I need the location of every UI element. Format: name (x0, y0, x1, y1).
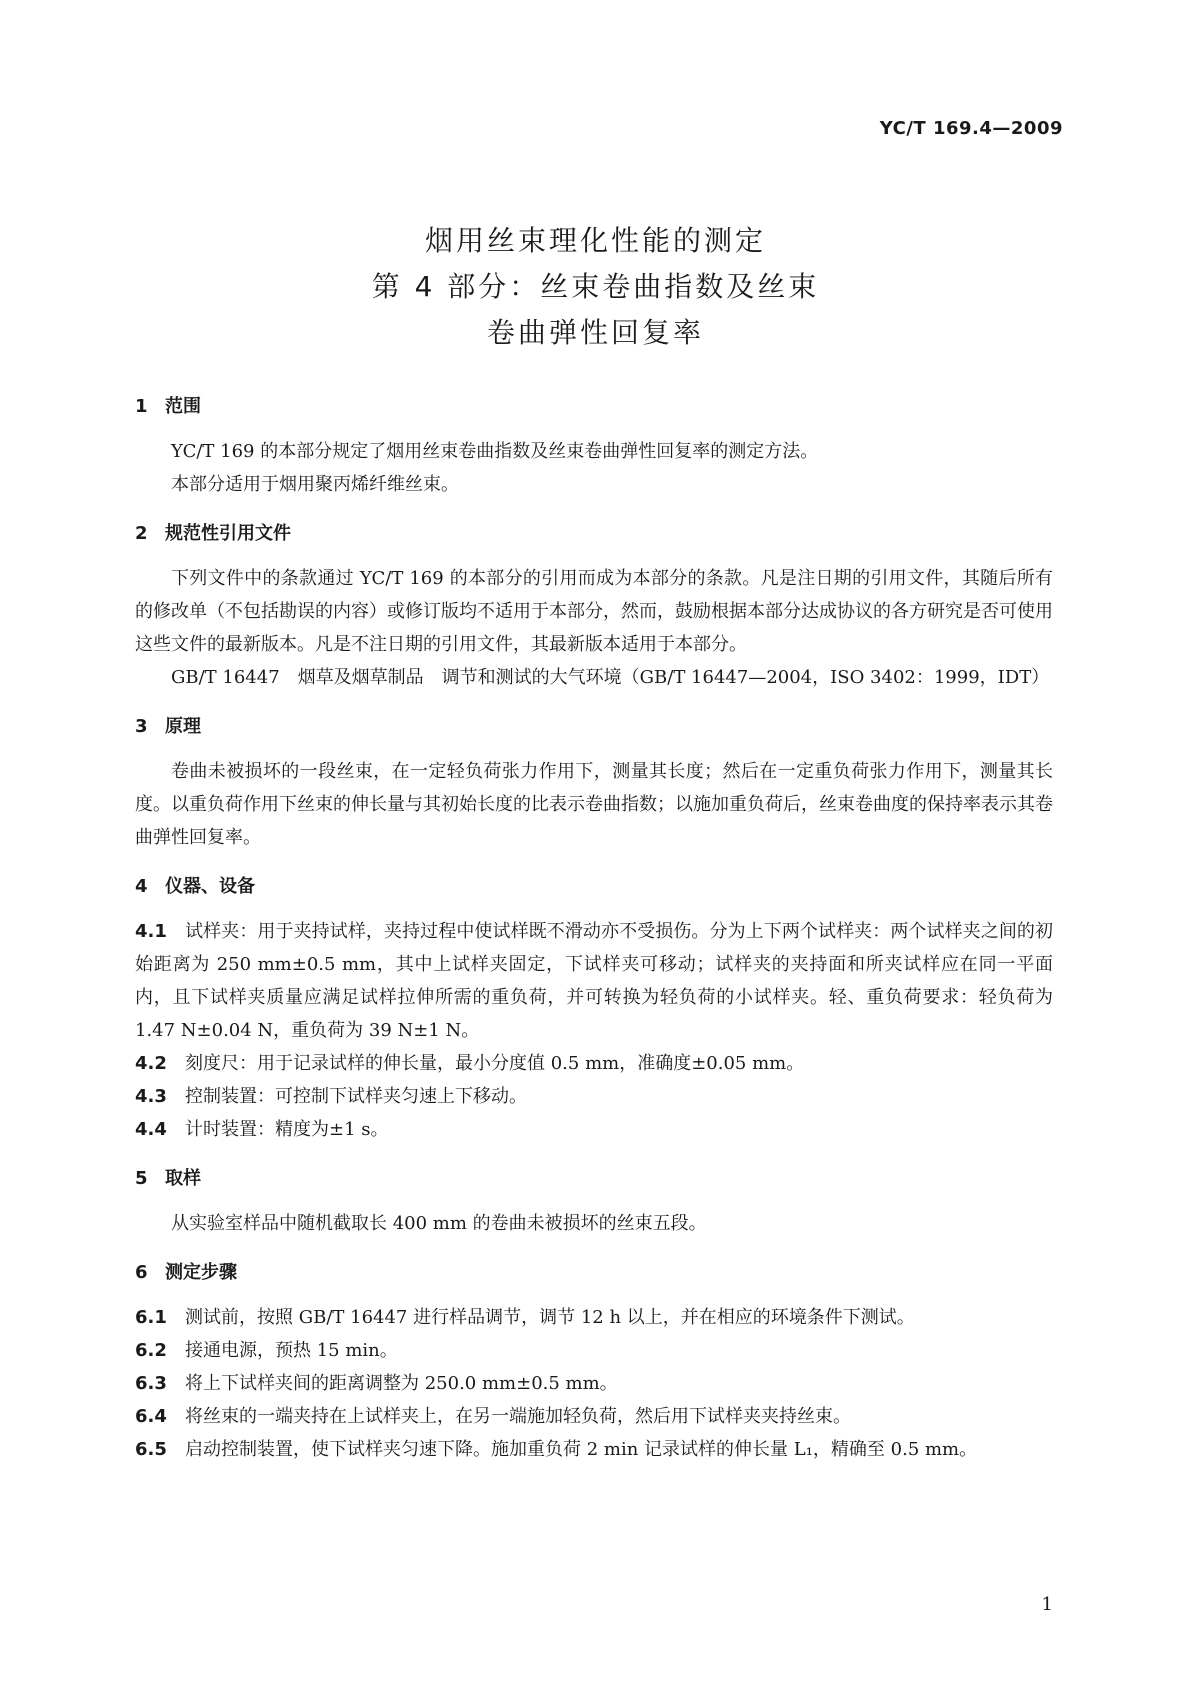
clause-number: 4.2 (135, 1053, 167, 1074)
section-title: 取样 (165, 1168, 201, 1189)
section-number: 6 (135, 1262, 148, 1283)
clause-6-5 (135, 1433, 1053, 1466)
clause-text: 将丝束的一端夹持在上试样夹上，在另一端施加轻负荷，然后用下试样夹夹持丝束。 (185, 1406, 851, 1427)
clause-text: 计时装置：精度为±1 s。 (185, 1119, 389, 1140)
clause-number: 6.1 (135, 1307, 167, 1328)
clause-text: 控制装置：可控制下试样夹匀速上下移动。 (185, 1086, 527, 1107)
section-number: 3 (135, 716, 148, 737)
clause-number: 4.4 (135, 1119, 167, 1140)
title-line-3: 卷曲弹性回复率 (486, 316, 704, 349)
clause-text: 将上下试样夹间的距离调整为 250.0 mm±0.5 mm。 (185, 1373, 618, 1394)
paragraph: YC/T 169 的本部分规定了烟用丝束卷曲指数及丝束卷曲弹性回复率的测定方法。 (171, 441, 819, 462)
section-1-heading (135, 390, 1053, 423)
clause-6-1 (135, 1301, 1053, 1334)
clause-6-3 (135, 1367, 1053, 1400)
section-number: 5 (135, 1168, 148, 1189)
clause-text: 启动控制装置，使下试样夹匀速下降。施加重负荷 2 min 记录试样的伸长量 L₁，精确至 0.5 mm。 (185, 1439, 978, 1460)
clause-number: 4.3 (135, 1086, 167, 1107)
section-number: 2 (135, 523, 148, 544)
clause-4-1 (135, 915, 1053, 1047)
section-title: 原理 (165, 716, 201, 737)
paragraph: 本部分适用于烟用聚丙烯纤维丝束。 (171, 474, 459, 495)
paragraph: 卷曲未被损坏的一段丝束，在一定轻负荷张力作用下，测量其长度；然后在一定重负荷张力作用下，测量其长度。以重负荷作用下丝束的伸长量与其初始长度的比表示卷曲指数；以施加重负荷后，丝束卷曲度的保持率表示其卷曲弹性回复率。 (135, 761, 1053, 848)
clause-text: 测试前，按照 GB/T 16447 进行样品调节，调节 12 h 以上，并在相应的环境条件下测试。 (185, 1307, 915, 1328)
document-title (0, 218, 1191, 356)
clause-text: 刻度尺：用于记录试样的伸长量，最小分度值 0.5 mm，准确度±0.05 mm。 (185, 1053, 805, 1074)
section-6-heading (135, 1256, 1053, 1289)
section-number: 4 (135, 876, 148, 897)
normative-reference: GB/T 16447 烟草及烟草制品 调节和测试的大气环境（GB/T 16447—2004，ISO 3402：1999，IDT） (171, 667, 1050, 688)
section-number: 1 (135, 396, 148, 417)
title-line-2: 第 4 部分：丝束卷曲指数及丝束 (371, 270, 820, 303)
clause-text: 试样夹：用于夹持试样，夹持过程中使试样既不滑动亦不受损伤。分为上下两个试样夹：两个试样夹之间的初始距离为 250 mm±0.5 mm，其中上试样夹固定，下试样夹可移动；试样夹的夹持面和所夹试样应在同一平面内，且下试样夹质量应满足试样拉伸所需的重负荷，并可转换为轻负荷的小试样夹。轻、重负荷要求：轻负荷为 1.47 N±0.04 N，重负荷为 39 N±1 N。 (135, 921, 1053, 1041)
section-3-heading (135, 710, 1053, 743)
section-2-heading (135, 517, 1053, 550)
clause-4-4 (135, 1113, 1053, 1146)
page-number: 1 (1041, 1594, 1053, 1615)
paragraph: 下列文件中的条款通过 YC/T 169 的本部分的引用而成为本部分的条款。凡是注日期的引用文件，其随后所有的修改单（不包括勘误的内容）或修订版均不适用于本部分，然而，鼓励根据本部分达成协议的各方研究是否可使用这些文件的最新版本。凡是不注日期的引用文件，其最新版本适用于本部分。 (135, 568, 1053, 655)
clause-number: 6.2 (135, 1340, 167, 1361)
clause-6-2 (135, 1334, 1053, 1367)
title-line-1: 烟用丝束理化性能的测定 (424, 224, 766, 257)
section-5-heading (135, 1162, 1053, 1195)
paragraph: 从实验室样品中随机截取长 400 mm 的卷曲未被损坏的丝束五段。 (171, 1213, 707, 1234)
clause-4-2 (135, 1047, 1053, 1080)
clause-4-3 (135, 1080, 1053, 1113)
clause-number: 6.4 (135, 1406, 167, 1427)
section-title: 仪器、设备 (165, 876, 255, 897)
standard-code: YC/T 169.4—2009 (879, 118, 1063, 139)
clause-6-4 (135, 1400, 1053, 1433)
section-title: 规范性引用文件 (165, 523, 291, 544)
clause-text: 接通电源，预热 15 min。 (185, 1340, 398, 1361)
document-body (135, 390, 1053, 1466)
clause-number: 6.5 (135, 1439, 167, 1460)
section-title: 测定步骤 (165, 1262, 237, 1283)
section-title: 范围 (165, 396, 201, 417)
clause-number: 4.1 (135, 921, 167, 942)
clause-number: 6.3 (135, 1373, 167, 1394)
section-4-heading (135, 870, 1053, 903)
